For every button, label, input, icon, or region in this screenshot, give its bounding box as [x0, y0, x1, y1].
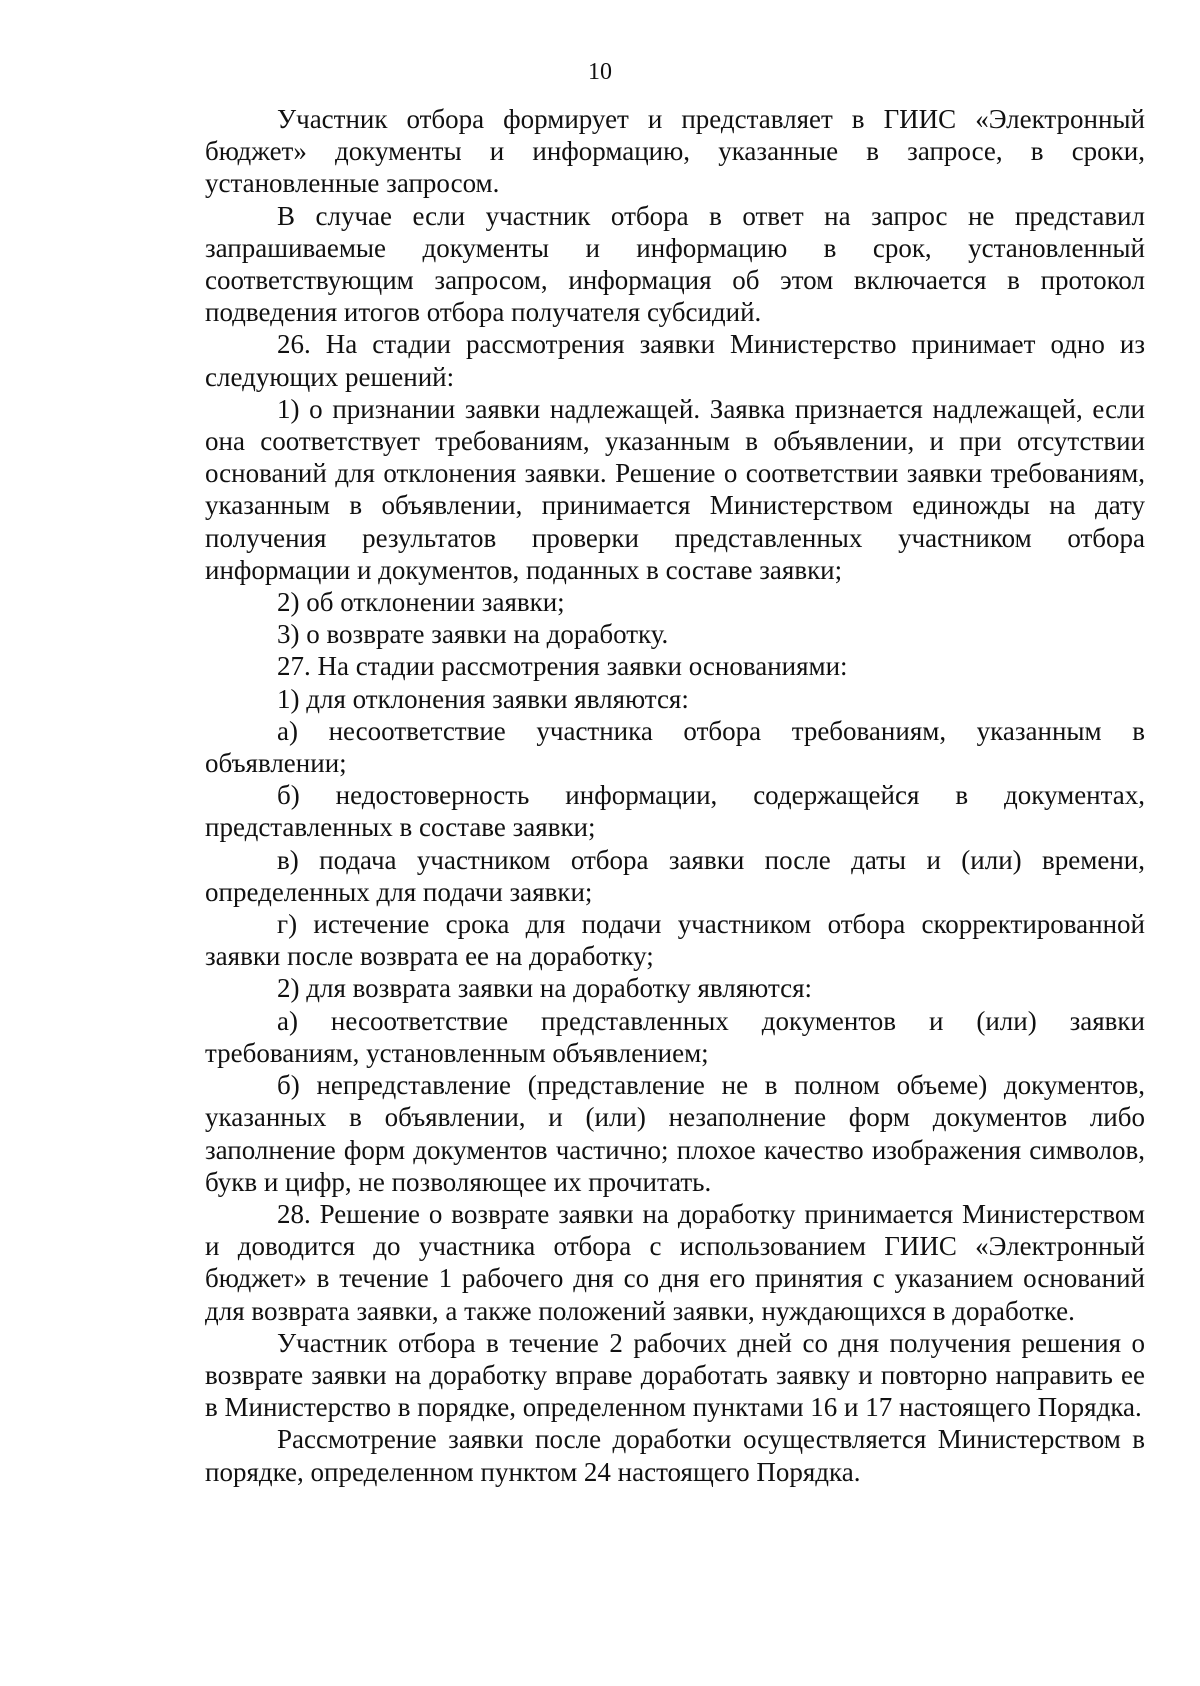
paragraph-6: 3) о возврате заявки на доработку. — [277, 619, 669, 650]
paragraph-9: а) несоответствие участника отбора требованиям, указанным в объявлении; — [205, 715, 1145, 779]
paragraph-3: 26. На стадии рассмотрения заявки Министерство принимает одно из следующих решений: — [205, 329, 1145, 392]
paragraph-18: Рассмотрение заявки после доработки осуществляется Министерством в порядке, определенном пунктом 24 настоящего Порядка. — [205, 1424, 1145, 1487]
document-body — [205, 103, 1145, 1488]
paragraph-15: б) непредставление (представление не в полном объеме) документов, указанных в объявлении, и (или) незаполнение форм документов либо заполнение форм документов частично; плохое качество изображения символов, букв и цифр, не позволяющее их прочитать. — [205, 1070, 1145, 1197]
paragraph-1: Участник отбора формирует и представляет в ГИИС «Электронный бюджет» документы и информацию, указанные в запросе, в сроки, установленные запросом. — [205, 104, 1145, 199]
paragraph-2: В случае если участник отбора в ответ на запрос не представил запрашиваемые документы и информацию в срок, установленный соответствующим запросом, информация об этом включается в протокол подведения итогов отбора получателя субсидий. — [205, 200, 1145, 328]
paragraph-16: 28. Решение о возврате заявки на доработку принимается Министерством и доводится до участника отбора с использованием ГИИС «Электронный бюджет» в течение 1 рабочего дня со дня его принятия с указанием оснований для возврата заявки, а также положений заявки, нуждающихся в доработке. — [205, 1198, 1145, 1326]
paragraph-4: 1) о признании заявки надлежащей. Заявка признается надлежащей, если она соответствует требованиям, указанным в объявлении, и при отсутствии оснований для отклонения заявки. Решение о соответствии заявки требованиям, указанным в объявлении, принимается Министерством единожды на дату получения результатов проверки представленных участником отбора информации и документов, поданных в составе заявки; — [205, 393, 1145, 585]
paragraph-13: 2) для возврата заявки на доработку являются: — [277, 973, 813, 1004]
paragraph-17: Участник отбора в течение 2 рабочих дней со дня получения решения о возврате заявки на доработку вправе доработать заявку и повторно направить ее в Министерство в порядке, определенном пунктами 16 и 17 настоящего Порядка. — [205, 1327, 1145, 1423]
paragraph-5: 2) об отклонении заявки; — [277, 587, 565, 618]
paragraph-7: 27. На стадии рассмотрения заявки основаниями: — [277, 651, 848, 682]
page-number: 10 — [588, 59, 612, 85]
paragraph-11: в) подача участником отбора заявки после даты и (или) времени, определенных для подачи заявки; — [205, 844, 1145, 907]
paragraph-10: б) недостоверность информации, содержащейся в документах, представленных в составе заявки; — [205, 780, 1145, 843]
paragraph-8: 1) для отклонения заявки являются: — [277, 683, 689, 714]
paragraph-14: а) несоответствие представленных документов и (или) заявки требованиям, установленным объявлением; — [205, 1005, 1145, 1068]
paragraph-12: г) истечение срока для подачи участником отбора скорректированной заявки после возврата ее на доработку; — [205, 909, 1145, 972]
